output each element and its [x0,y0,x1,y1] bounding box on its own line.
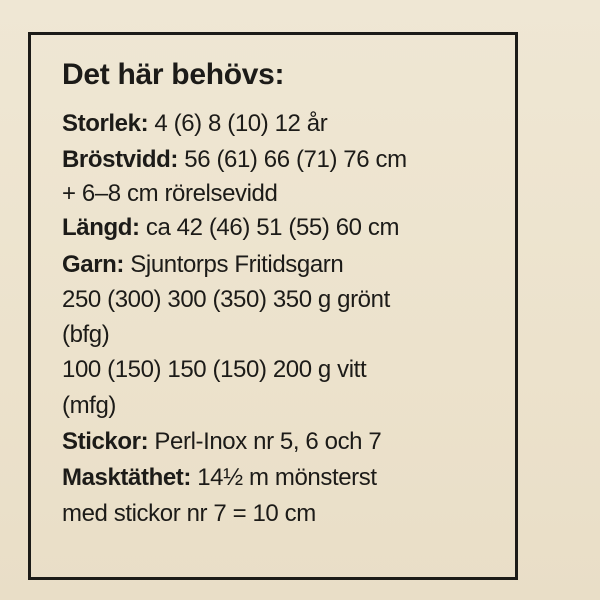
yarn-value: Sjuntorps Fritidsgarn [124,251,344,278]
yarn-green-line: 250 (300) 300 (350) 350 g grönt [62,286,390,313]
gauge-value: 14½ m mönsterst [190,464,377,491]
yarn-green-code: (bfg) [62,321,110,348]
size-label: Storlek: [62,110,149,137]
yarn-white-code: (mfg) [62,392,116,419]
needles-line [62,428,381,456]
needles-label: Stickor: [62,428,149,455]
length-value: ca 42 (46) 51 (55) 60 cm [139,214,400,241]
chest-line [62,146,407,174]
gauge-needles-line: med stickor nr 7 = 10 cm [62,500,316,527]
gauge-line [62,464,377,492]
chest-label: Bröstvidd: [62,146,179,173]
length-line [62,214,399,242]
size-line [62,110,327,138]
chest-ease-line: + 6–8 cm rörelsevidd [62,180,278,207]
yarn-label: Garn: [62,251,125,278]
yarn-line [62,251,343,279]
needles-value: Perl-Inox nr 5, 6 och 7 [148,428,382,455]
length-label: Längd: [62,214,140,241]
gauge-label: Masktäthet: [62,464,191,491]
yarn-white-line: 100 (150) 150 (150) 200 g vitt [62,356,367,383]
chest-value: 56 (61) 66 (71) 76 cm [178,146,407,173]
size-value: 4 (6) 8 (10) 12 år [148,110,328,137]
box-heading: Det här behövs: [62,58,285,91]
